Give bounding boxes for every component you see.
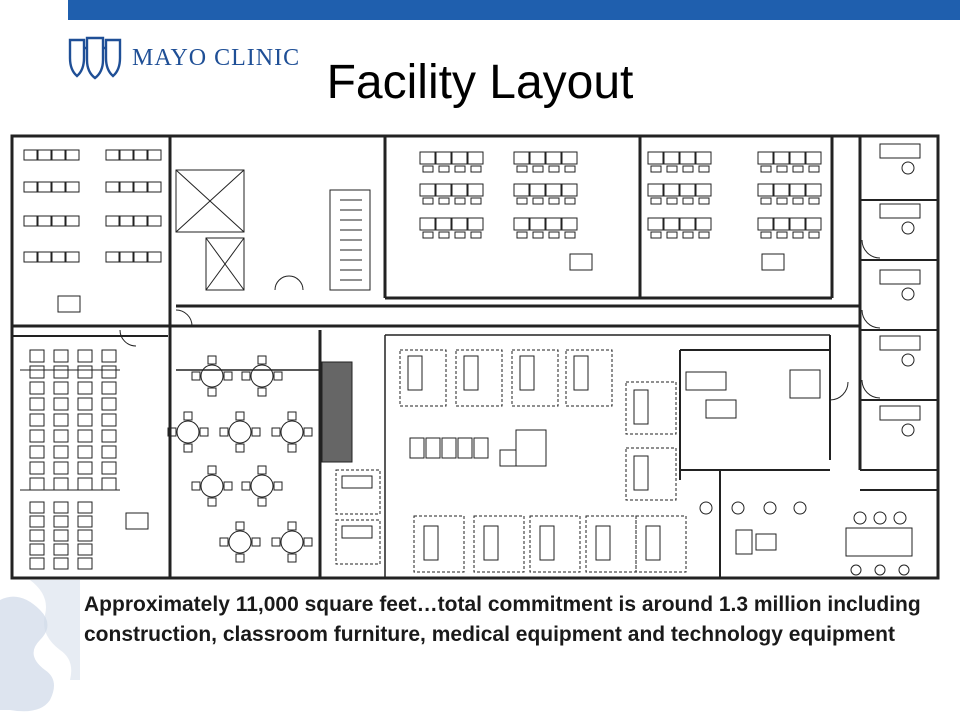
floor-plan (0, 130, 960, 580)
header-bar (68, 0, 960, 20)
logo-text: MAYO CLINIC (132, 44, 301, 71)
decorative-graphic (0, 580, 80, 720)
slide-title: Facility Layout (326, 56, 634, 109)
floor-plan-drawing (0, 130, 960, 580)
slide-caption: Approximately 11,000 square feet…total commitment is around 1.3 million including construction, classroom furniture, medical equipment and technology equipment (84, 593, 921, 646)
